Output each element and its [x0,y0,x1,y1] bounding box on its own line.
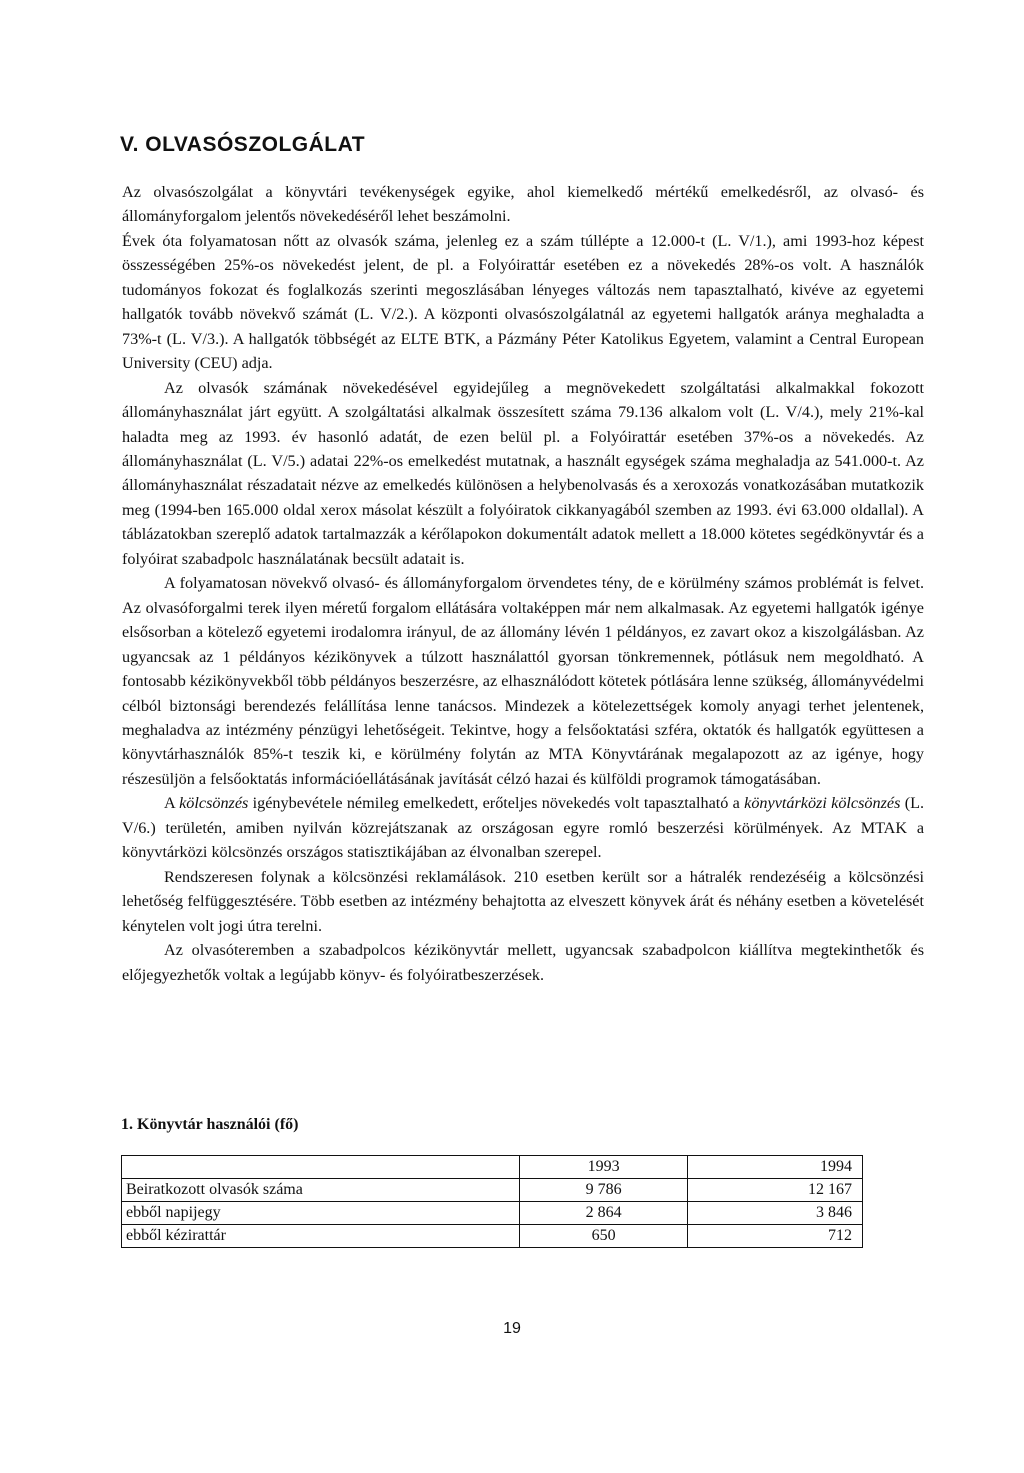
row-label: ebből kézirattár [122,1225,520,1248]
text-run: (L. V/6.) területén, amiben nyilván közrejátszanak az országosan egyre romló beszerzési körülmények. Az MTAK a könyvtárközi kölcsönzés országos statisztikájában az élvonalban szerepel. [122,794,925,862]
cell-1993: 2 864 [519,1202,688,1225]
header-cell: 1994 [688,1156,863,1179]
users-table [121,1155,863,1248]
table-row [122,1202,863,1225]
paragraph: A folyamatosan növekvő olvasó- és állományforgalom örvendetes tény, de e körülmény számos problémát is felvet. Az olvasóforgalmi terek ilyen méretű forgalom ellátására voltaképpen már nem alkalmasak. Az egyetemi hallgatók igénye elsősorban a kötelező egyetemi irodalomra irányul, de az állomány lévén 1 példányos, ez zavart okoz a kiszolgálásban. Az ugyancsak az 1 példányos kézikönyvek a túlzott használattól gyorsan tönkremennek, pótlásuk nem megoldható. A fontosabb kézikönyvekből több példányos beszerzésre, az elhasználódott kötetek pótlására lenne szükség, állományvédelmi célból biztonsági berendezés felállítása lenne tanácsos. Mindezek a kötelezettségek komoly anyagi terhet jelentenek, meghaladva az intézmény pénzügyi lehetőségeit. Tekintve, hogy a felsőoktatási szféra, oktatók és hallgatók együttesen a könyvtárhasználók 85%-t teszik ki, e körülmény folytán az MTA Könyvtárának megalapozott az az igénye, hogy részesüljön a felsőoktatás információellátásának javítását célzó hazai és külföldi programok támogatásában. [122,574,924,788]
paragraph: Az olvasószolgálat a könyvtári tevékenységek egyike, ahol kiemelkedő mértékű emelkedésről, az olvasó- és állományforgalom jelentős növekedéséről lehet beszámolni. [122,183,924,226]
cell-1994: 712 [688,1225,863,1248]
cell-1994: 3 846 [688,1202,863,1225]
paragraph-lending [122,791,924,864]
table-title: 1. Könyvtár használói (fő) [121,1116,299,1133]
text-run: A [164,794,180,813]
cell-1993: 9 786 [519,1179,688,1202]
table-header-row [122,1156,863,1179]
italic-term-interlibrary: könyvtárközi kölcsönzés [744,794,901,813]
table-row [122,1179,863,1202]
header-cell [122,1156,520,1179]
paragraph: Rendszeresen folynak a kölcsönzési reklamálások. 210 esetben került sor a hátralék rendezéséig a kölcsönzési lehetőség felfüggesztésére. Több esetben az intézmény behajtotta az elveszett könyvek árát és néhány esetben a követelését kénytelen volt jogi útra terelni. [122,867,924,935]
paragraph: Évek óta folyamatosan nőtt az olvasók száma, jelenleg ez a szám túllépte a 12.000-t (L. V/1.), ami 1993-hoz képest összességében 25%-os növekedést jelent, de pl. a Folyóirattár esetében ez a növekedés 28%-os volt. A használók tudományos fokozat és foglalkozás szerinti megoszlásában lényeges változás nem tapasztalható, kivéve az egyetemi hallgatók tovább növekvő számát (L. V/2.). A központi olvasószolgálatnál az egyetemi hallgatók aránya meghaladta a 73%-t (L. V/3.). A hallgatók többségét az ELTE BTK, a Pázmány Péter Katolikus Egyetem, valamint a Central European University (CEU) adja. [122,231,924,373]
page-number: 19 [503,1320,521,1337]
section-heading: V. OLVASÓSZOLGÁLAT [120,133,366,156]
italic-term-lending: kölcsönzés [179,794,249,813]
body-text [122,180,924,987]
table-row [122,1225,863,1248]
header-cell: 1993 [519,1156,688,1179]
paragraph: Az olvasók számának növekedésével egyidejűleg a megnövekedett szolgáltatási alkalmakkal fokozott állományhasználat járt együtt. A szolgáltatási alkalmak összesített száma 79.136 alkalom volt (L. V/4.), mely 21%-kal haladta meg az 1993. év hasonló adatát, de ezen belül pl. a Folyóirattár esetében 37%-os a növekedés. Az állományhasználat (L. V/5.) adatai 22%-os emelkedést mutatnak, a használt egységek száma meghaladja az 541.000-t. Az állományhasználat részadatait nézve az emelkedés különösen a helybenolvasás és a xeroxozás vonatkozásában mutatkozik meg (1994-ben 165.000 oldal xerox másolat készült a folyóiratok cikkanyagából szemben az 1993. évi 63.000 oldallal). A táblázatokban szereplő adatok tartalmazzák a kérőlapokon dokumentált adatok mellett a 18.000 kötetes segédkönyvtár és a folyóirat szabadpolc használatának becsült adatait is. [122,378,924,568]
row-label: Beiratkozott olvasók száma [122,1179,520,1202]
text-run: igénybevétele némileg emelkedett, erőteljes növekedés volt tapasztalható a [248,794,745,813]
cell-1994: 12 167 [688,1179,863,1202]
row-label: ebből napijegy [122,1202,520,1225]
paragraph: Az olvasóteremben a szabadpolcos kézikönyvtár mellett, ugyancsak szabadpolcon kiállítva megtekinthetők és előjegyezhetők voltak a legújabb könyv- és folyóiratbeszerzések. [122,941,924,984]
cell-1993: 650 [519,1225,688,1248]
